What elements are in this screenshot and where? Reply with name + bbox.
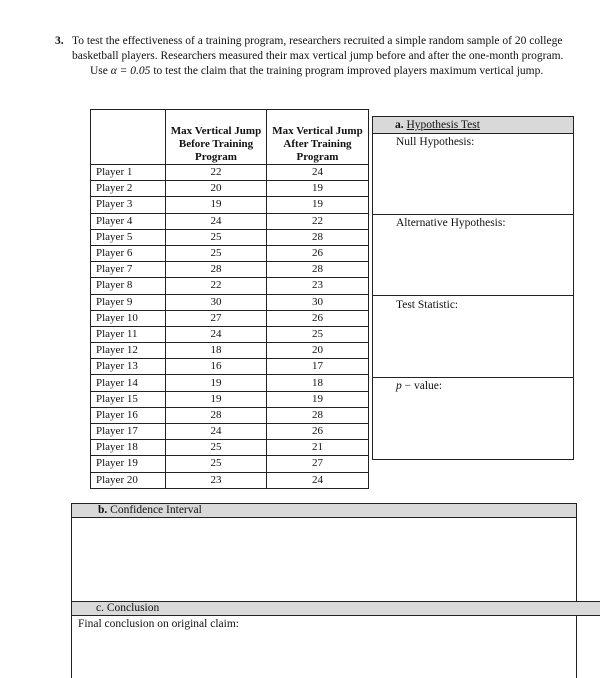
player-name-cell: Player 16 bbox=[91, 407, 166, 423]
conclusion-header bbox=[72, 601, 600, 616]
jump-before-cell: 24 bbox=[166, 326, 267, 342]
table-row bbox=[91, 424, 369, 440]
confidence-interval-header bbox=[72, 504, 576, 518]
table-row bbox=[91, 197, 369, 213]
jump-before-cell: 22 bbox=[166, 278, 267, 294]
table-row bbox=[91, 472, 369, 488]
jump-before-cell: 28 bbox=[166, 407, 267, 423]
jump-after-cell: 28 bbox=[267, 407, 369, 423]
jump-before-cell: 20 bbox=[166, 181, 267, 197]
player-name-cell: Player 7 bbox=[91, 262, 166, 278]
null-hypothesis-section bbox=[373, 135, 573, 150]
player-name-cell: Player 18 bbox=[91, 440, 166, 456]
jump-after-cell: 22 bbox=[267, 213, 369, 229]
table-row bbox=[91, 326, 369, 342]
table-row bbox=[91, 375, 369, 391]
confidence-interval-box bbox=[71, 503, 577, 678]
player-name-cell: Player 15 bbox=[91, 391, 166, 407]
jump-after-cell: 20 bbox=[267, 343, 369, 359]
player-name-cell: Player 10 bbox=[91, 310, 166, 326]
player-name-cell: Player 6 bbox=[91, 245, 166, 261]
hypothesis-header-letter: a. bbox=[395, 119, 404, 131]
table-header-before: Max Vertical Jump Before Training Program bbox=[166, 110, 267, 165]
p-value-section bbox=[373, 377, 573, 394]
use-prefix: Use bbox=[90, 65, 111, 77]
jump-after-cell: 19 bbox=[267, 391, 369, 407]
table-header-after: Max Vertical Jump After Training Program bbox=[267, 110, 369, 165]
table-header-blank bbox=[91, 110, 166, 165]
table-row bbox=[91, 213, 369, 229]
jump-before-cell: 28 bbox=[166, 262, 267, 278]
jump-after-cell: 28 bbox=[267, 229, 369, 245]
player-name-cell: Player 20 bbox=[91, 472, 166, 488]
jump-before-cell: 25 bbox=[166, 245, 267, 261]
jump-before-cell: 24 bbox=[166, 213, 267, 229]
vertical-jump-table bbox=[90, 109, 369, 489]
jump-after-cell: 26 bbox=[267, 424, 369, 440]
hypothesis-test-header bbox=[373, 117, 573, 134]
table-row bbox=[91, 262, 369, 278]
alternative-hypothesis-section bbox=[373, 214, 573, 231]
p-symbol: p bbox=[396, 380, 402, 392]
jump-after-cell: 19 bbox=[267, 197, 369, 213]
table-row bbox=[91, 391, 369, 407]
jump-after-cell: 24 bbox=[267, 472, 369, 488]
jump-after-cell: 19 bbox=[267, 181, 369, 197]
jump-after-cell: 27 bbox=[267, 456, 369, 472]
table-row bbox=[91, 343, 369, 359]
table-row bbox=[91, 245, 369, 261]
final-conclusion-label: Final conclusion on original claim: bbox=[78, 618, 239, 630]
jump-after-cell: 26 bbox=[267, 310, 369, 326]
jump-before-cell: 23 bbox=[166, 472, 267, 488]
player-name-cell: Player 14 bbox=[91, 375, 166, 391]
jump-after-cell: 17 bbox=[267, 359, 369, 375]
significance-instruction bbox=[90, 64, 580, 79]
jump-after-cell: 30 bbox=[267, 294, 369, 310]
table-row bbox=[91, 440, 369, 456]
player-name-cell: Player 17 bbox=[91, 424, 166, 440]
player-name-cell: Player 3 bbox=[91, 197, 166, 213]
player-name-cell: Player 4 bbox=[91, 213, 166, 229]
player-name-cell: Player 13 bbox=[91, 359, 166, 375]
ci-header-letter: b. bbox=[98, 504, 108, 516]
player-name-cell: Player 8 bbox=[91, 278, 166, 294]
jump-before-cell: 19 bbox=[166, 391, 267, 407]
jump-after-cell: 21 bbox=[267, 440, 369, 456]
player-name-cell: Player 11 bbox=[91, 326, 166, 342]
table-row bbox=[91, 456, 369, 472]
table-body bbox=[91, 165, 369, 489]
table-header-row bbox=[91, 110, 369, 165]
test-statistic-section bbox=[373, 295, 573, 313]
player-name-cell: Player 2 bbox=[91, 181, 166, 197]
player-name-cell: Player 19 bbox=[91, 456, 166, 472]
jump-before-cell: 16 bbox=[166, 359, 267, 375]
table-row bbox=[91, 181, 369, 197]
problem-number: 3. bbox=[55, 35, 64, 47]
use-suffix: to test the claim that the training program improved players maximum vertical jump. bbox=[150, 65, 544, 77]
jump-after-cell: 18 bbox=[267, 375, 369, 391]
jump-before-cell: 19 bbox=[166, 375, 267, 391]
jump-after-cell: 25 bbox=[267, 326, 369, 342]
table-row bbox=[91, 294, 369, 310]
jump-after-cell: 24 bbox=[267, 165, 369, 181]
jump-before-cell: 25 bbox=[166, 456, 267, 472]
jump-before-cell: 24 bbox=[166, 424, 267, 440]
jump-after-cell: 23 bbox=[267, 278, 369, 294]
alternative-hypothesis-label: Alternative Hypothesis: bbox=[396, 217, 506, 229]
table-row bbox=[91, 165, 369, 181]
jump-before-cell: 22 bbox=[166, 165, 267, 181]
table-row bbox=[91, 359, 369, 375]
jump-before-cell: 30 bbox=[166, 294, 267, 310]
problem-text: To test the effectiveness of a training program, researchers recruited a simple random sample of 20 college basketball players. Researchers measured their max vertical jump before and after the one-month program. bbox=[72, 35, 564, 62]
jump-before-cell: 19 bbox=[166, 197, 267, 213]
table-row bbox=[91, 278, 369, 294]
alpha-value: α = 0.05 bbox=[110, 65, 151, 77]
player-name-cell: Player 5 bbox=[91, 229, 166, 245]
table-row bbox=[91, 407, 369, 423]
jump-after-cell: 28 bbox=[267, 262, 369, 278]
conclusion-header-title: Conclusion bbox=[106, 602, 160, 614]
jump-after-cell: 26 bbox=[267, 245, 369, 261]
test-statistic-label: Test Statistic: bbox=[396, 299, 459, 311]
null-hypothesis-label: Null Hypothesis: bbox=[396, 136, 475, 148]
jump-before-cell: 18 bbox=[166, 343, 267, 359]
player-name-cell: Player 9 bbox=[91, 294, 166, 310]
hypothesis-header-title: Hypothesis Test bbox=[406, 119, 480, 131]
jump-before-cell: 25 bbox=[166, 440, 267, 456]
player-name-cell: Player 1 bbox=[91, 165, 166, 181]
player-name-cell: Player 12 bbox=[91, 343, 166, 359]
hypothesis-test-box bbox=[372, 116, 574, 460]
table-row bbox=[91, 310, 369, 326]
conclusion-header-letter: c. bbox=[96, 602, 104, 614]
problem-statement bbox=[55, 34, 580, 79]
ci-header-title: Confidence Interval bbox=[110, 504, 202, 516]
jump-before-cell: 25 bbox=[166, 229, 267, 245]
jump-before-cell: 27 bbox=[166, 310, 267, 326]
table-row bbox=[91, 229, 369, 245]
p-value-label: − value: bbox=[401, 380, 443, 392]
